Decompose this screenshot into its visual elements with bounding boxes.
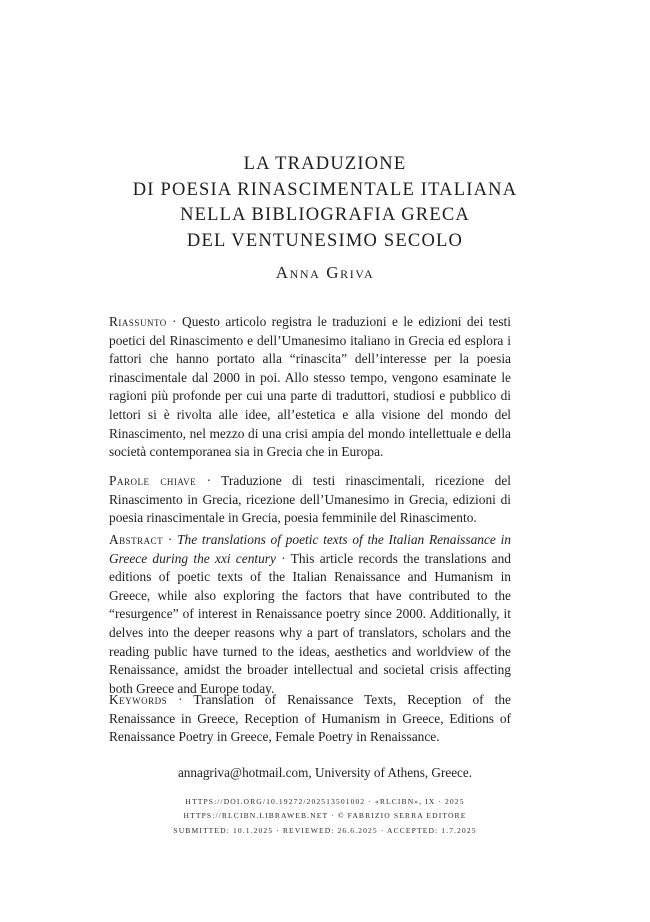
dates-footer-line: SUBMITTED: 10.1.2025 · REVIEWED: 26.6.2025 · ACCEPTED: 1.7.2025 (173, 826, 477, 835)
title-line-2: DI POESIA RINASCIMENTALE ITALIANA (132, 179, 518, 200)
keywords-text: Translation of Renaissance Texts, Reception of the Renaissance in Greece, Reception of Humanism in Greece, Editions of Renaissance Poetry in Greece, Female Poetry in Renaissance. (109, 692, 511, 745)
keywords-separator: · (167, 692, 194, 707)
parole-chiave-section (109, 472, 511, 528)
riassunto-label: Riassunto (109, 314, 167, 329)
article-title (60, 152, 590, 254)
title-line-3: NELLA BIBLIOGRAFIA GRECA (180, 205, 470, 225)
title-line-1: LA TRADUZIONE (243, 154, 407, 174)
keywords-section (109, 691, 511, 747)
abstract-english-title: The translations of poetic texts of the Italian Renaissance in Greece during the xxi century (109, 532, 511, 566)
doi-footer-line: HTTPS://DOI.ORG/10.19272/202513501002 · «RLCIBN», IX · 2025 (185, 797, 465, 806)
author-affiliation: annagriva@hotmail.com, University of Athens, Greece. (177, 765, 473, 780)
abstract-text: This article records the translations and editions of poetic texts of the Italian Renaissance and Humanism in Greece, while also exploring the factors that have contributed to the “resurgence” of interest in Renaissance poetry since 2000. Additionally, it delves into the deeper reasons why a part of translators, scholars and the reading public have turned to the ideas, aesthetics and worldview of the Renaissance, amidst the broader intellectual and societal crisis affecting both Greece and Europe today. (109, 550, 511, 696)
riassunto-text: Questo articolo registra le traduzioni e le edizioni dei testi poetici del Rinascimento e dell’Umanesimo italiano in Grecia ed esplora i fattori che hanno portato alla “rinascita” dell’interesse per la poesia rinascimentale dal 2000 in poi. Allo stesso tempo, vengono esaminate le ragioni più profonde per cui una parte di traduttori, studiosi e pubblico di lettori si è rivolta alle idee, all’estetica e alla visione del mondo del Rinascimento, nel mezzo di una crisi ampia del mondo intellettuale e della società contemporanea sia in Grecia che in Europa. (109, 314, 512, 460)
keywords-label: Keywords (109, 692, 168, 707)
title-line-4: DEL VENTUNESIMO SECOLO (186, 230, 464, 251)
abstract-separator: · (163, 532, 178, 547)
abstract-label: Abstract (109, 532, 164, 547)
author-name: Anna Griva (275, 263, 375, 282)
site-footer-line: HTTPS://RLCIBN.LIBRAWEB.NET · © FABRIZIO SERRA EDITORE (183, 811, 467, 820)
parole-chiave-separator: · (196, 473, 222, 488)
abstract-section (109, 531, 511, 698)
riassunto-section (109, 313, 511, 462)
abstract-separator-2: · (275, 550, 291, 566)
parole-chiave-label: Parole chiave (109, 473, 197, 488)
parole-chiave-text: Traduzione di testi rinascimentali, ricezione del Rinascimento in Grecia, ricezione dell’Umanesimo in Grecia, edizioni di poesia rinascimentale in Grecia, poesia femminile del Rinascimento. (109, 473, 511, 526)
riassunto-separator: · (166, 314, 183, 329)
